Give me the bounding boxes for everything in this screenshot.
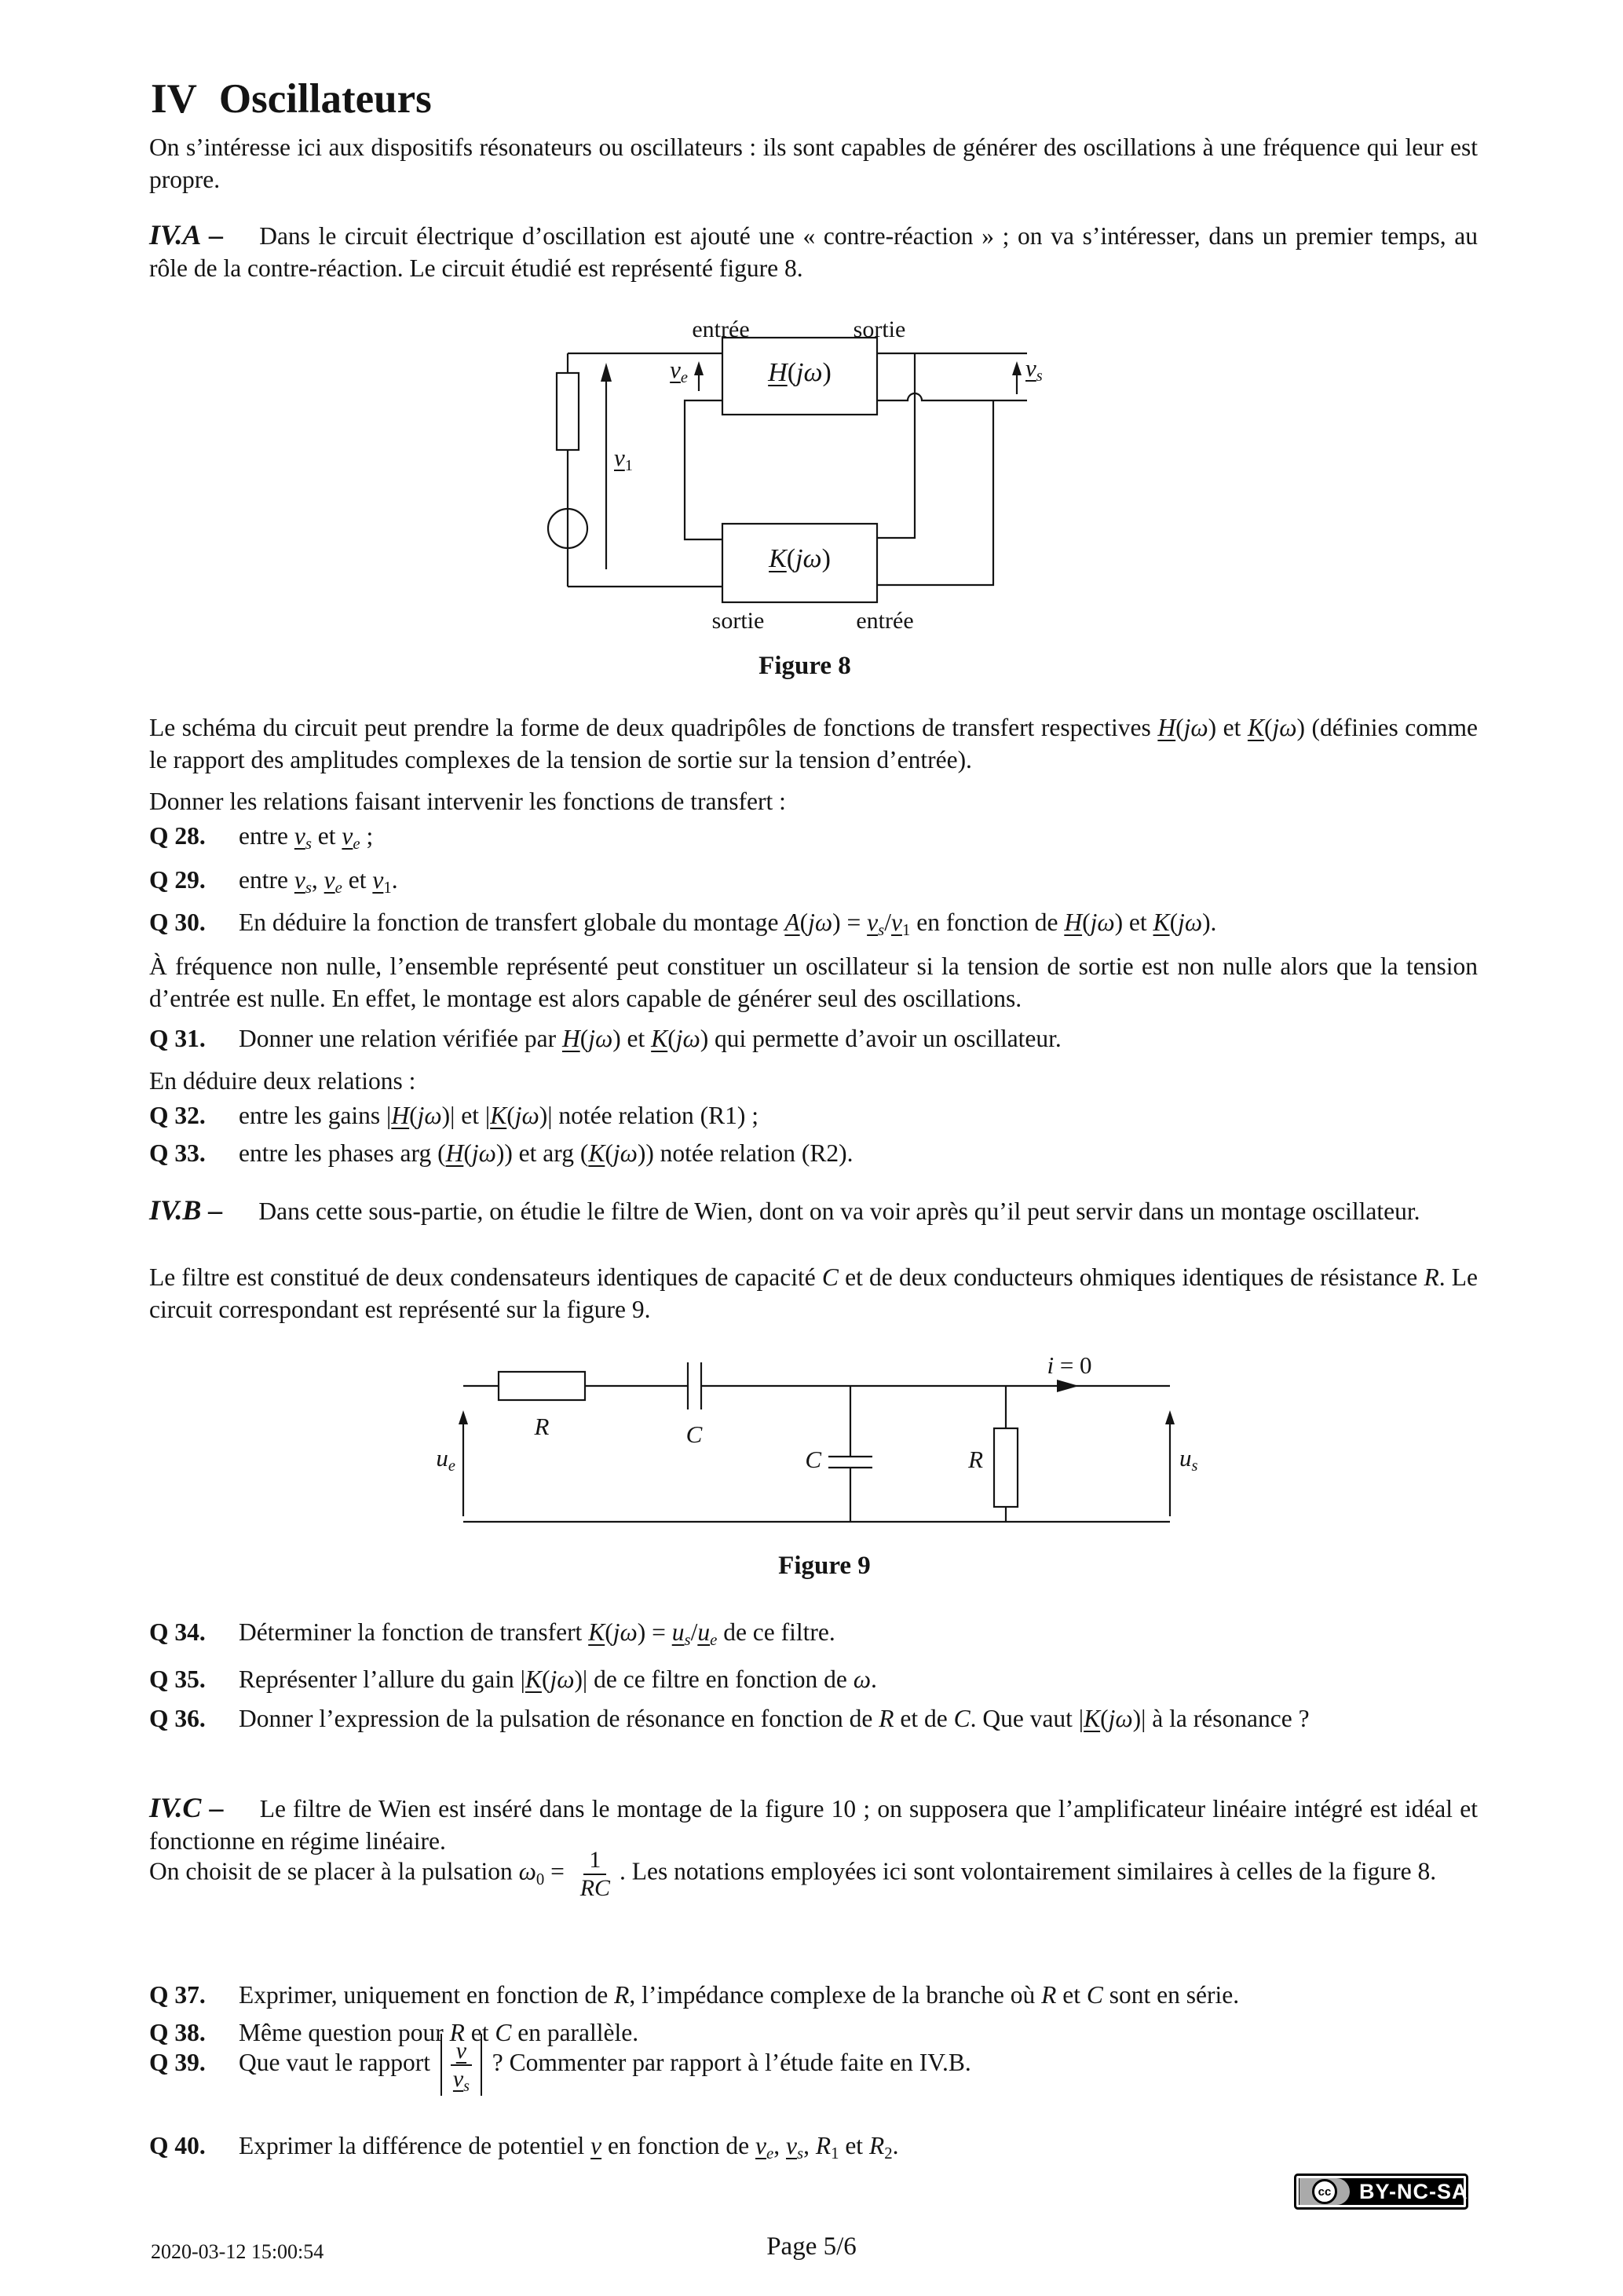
question-35-text: Représenter l’allure du gain |K(jω)| de ce filtre en fonction de ω.: [239, 1665, 877, 1693]
fig9-label-us: $u_s$: [1179, 1444, 1198, 1475]
question-30-text: En déduire la fonction de transfert globale du montage $A(j\omega) = v_s/v_1$ en fonction de H(jω) et K(jω).: [239, 909, 1217, 940]
figure-8: [503, 313, 1107, 689]
section-title-text: Oscillateurs: [218, 76, 432, 122]
output-bottom-wire-with-hop: [877, 393, 1027, 400]
question-36-text: Donner l’expression de la pulsation de résonance en fonction de R et de C. Que vaut |K(jω)| à la résonance ?: [239, 1705, 1310, 1732]
ue-arrowhead: [459, 1410, 468, 1424]
cc-license-badge: [1294, 2174, 1468, 2210]
question-39: [149, 2034, 1478, 2096]
frequence-paragraph: À fréquence non nulle, l’ensemble représenté peut constituer un oscillateur si la tension de sortie est non nulle alors que la tension d’entrée est nulle. En effet, le montage est alors capable de générer seul des oscillations.: [149, 952, 1478, 1012]
intro-paragraph: On s’intéresse ici aux dispositifs résonateurs ou oscillateurs : ils sont capables de générer des oscillations à une fréquence qui leur est propre.: [149, 133, 1478, 193]
fig9-label-ue: $u_e$: [436, 1444, 455, 1475]
footer-timestamp: 2020-03-12 15:00:54: [151, 2240, 324, 2263]
question-37-number: Q 37.: [149, 1981, 206, 2009]
figure-9-circuit-drawing: [424, 1352, 1225, 1545]
question-31-text: Donner une relation vérifiée par H(jω) et K(jω) qui permette d’avoir un oscillateur.: [239, 1025, 1062, 1052]
section-ivc-label: IV.C –: [149, 1792, 224, 1823]
feedback-right-wire: [877, 353, 915, 538]
section-ivb-label: IV.B –: [149, 1194, 223, 1226]
question-38-number: Q 38.: [149, 2019, 206, 2046]
question-34-number: Q 34.: [149, 1618, 206, 1646]
question-31-number: Q 31.: [149, 1025, 206, 1052]
fig8-label-entree-top: entrée: [692, 316, 750, 342]
question-30: [149, 906, 1478, 938]
figure-8-caption: Figure 8: [758, 652, 851, 680]
question-35-number: Q 35.: [149, 1665, 206, 1693]
schema-paragraph: Le schéma du circuit peut prendre la forme de deux quadripôles de fonctions de transfert respectives H(jω) et K(jω) (définies comme le rapport des amplitudes complexes de la tension de sortie sur la tension d’entrée).: [149, 714, 1478, 773]
fig8-label-v1: $v_1$: [614, 444, 633, 475]
fig9-label-c-parallel: C: [805, 1446, 821, 1473]
section-ivb-paragraph: [149, 1194, 1478, 1227]
question-33-number: Q 33.: [149, 1139, 206, 1167]
filtre-paragraph: Le filtre est constitué de deux condensateurs identiques de capacité C et de deux conducteurs ohmiques identiques de résistance R. Le circuit correspondant est représenté sur la figure 9.: [149, 1263, 1478, 1323]
question-39-text: Que vaut le rapport $\frac{v}{v_s}$ ? Commenter par rapport à l’étude faite en IV.B.: [239, 2049, 971, 2076]
feedback-left-wire: [685, 400, 722, 539]
ve-arrowhead: [694, 361, 704, 375]
question-30-number: Q 30.: [149, 909, 206, 936]
vs-arrowhead: [1012, 361, 1022, 375]
fig8-label-h: H(jω): [768, 358, 832, 387]
question-29-text: entre $v_s$, $v_e$ et $v_1$.: [239, 866, 398, 898]
figure-9-caption: Figure 9: [778, 1552, 871, 1580]
us-arrowhead: [1165, 1410, 1175, 1424]
question-38-text: Même question pour R et C en parallèle.: [239, 2019, 639, 2046]
deux-relations-paragraph: En déduire deux relations :: [149, 1067, 416, 1095]
footer-page-number: Page 5/6: [766, 2232, 857, 2261]
fig9-label-i-zero: i = 0: [1047, 1351, 1092, 1379]
section-iva-label: IV.A –: [149, 219, 224, 250]
current-arrowhead: [1057, 1380, 1079, 1392]
question-35: [149, 1663, 1478, 1695]
question-34: [149, 1616, 1478, 1648]
section-iva-text: Dans le circuit électrique d’oscillation est ajouté une « contre-réaction » ; on va s’intéresser, dans un premier temps, au rôle de la contre-réaction. Le circuit étudié est représenté figure 8.: [149, 222, 1478, 282]
question-37: [149, 1979, 1478, 2011]
fig9-label-c-series: C: [685, 1420, 703, 1448]
question-28-number: Q 28.: [149, 822, 206, 850]
question-39-number: Q 39.: [149, 2048, 206, 2076]
fig8-label-vs: $v_s$: [1025, 354, 1043, 386]
question-40-number: Q 40.: [149, 2132, 206, 2159]
question-34-text: Déterminer la fonction de transfert $K(j\omega) = u_s/u_e$ de ce filtre.: [239, 1618, 835, 1650]
k-return-wire: [877, 400, 993, 585]
question-28-text: entre $v_s$ et $v_e$ ;: [239, 822, 374, 854]
pulsation-paragraph: On choisit de se placer à la pulsation $\omega_0$ = $\frac{1}{RC}$ . Les notations employées ici sont volontairement similaires à celles de la figure 8.: [149, 1847, 1437, 1901]
figure-9: [424, 1352, 1225, 1588]
section-number: IV: [151, 76, 197, 122]
page-title: [151, 75, 432, 122]
section-ivb-text: Dans cette sous-partie, on étudie le filtre de Wien, dont on va voir après qu’il peut servir dans un montage oscillateur.: [258, 1197, 1420, 1225]
fig8-label-entree-bottom: entrée: [856, 608, 914, 634]
question-29: [149, 864, 1478, 896]
question-32-number: Q 32.: [149, 1102, 206, 1129]
question-32-text: entre les gains |H(jω)| et |K(jω)| notée relation (R1) ;: [239, 1102, 758, 1129]
fig8-label-sortie-bottom: sortie: [711, 608, 765, 634]
fig8-label-k: K(jω): [769, 544, 831, 573]
parallel-resistor: [994, 1428, 1018, 1507]
question-31: [149, 1022, 1478, 1055]
section-iva-paragraph: [149, 219, 1478, 284]
question-32: [149, 1099, 1478, 1132]
series-resistor: [499, 1372, 585, 1400]
question-33-text: entre les phases arg (H(jω)) et arg (K(jω)) notée relation (R2).: [239, 1139, 854, 1167]
fig8-label-sortie-top: sortie: [853, 316, 906, 342]
question-40-text: Exprimer la différence de potentiel v en fonction de $v_e$, $v_s$, $R_1$ et $R_2$.: [239, 2132, 899, 2163]
question-36-number: Q 36.: [149, 1705, 206, 1732]
donner-paragraph: Donner les relations faisant intervenir les fonctions de transfert :: [149, 788, 786, 815]
question-29-number: Q 29.: [149, 866, 206, 894]
question-37-text: Exprimer, uniquement en fonction de R, l’impédance complexe de la branche où R et C sont en série.: [239, 1981, 1240, 2009]
fig8-label-ve: $v_e$: [670, 356, 688, 387]
section-ivc-text: Le filtre de Wien est inséré dans le montage de la figure 10 ; on supposera que l’amplificateur linéaire intégré est idéal et fonctionne en régime linéaire.: [149, 1795, 1478, 1855]
fig9-label-r-series: R: [534, 1413, 550, 1440]
v1-arrowhead: [601, 363, 612, 382]
cc-icon: cc: [1312, 2179, 1337, 2204]
question-40: [149, 2130, 1478, 2162]
question-28: [149, 820, 1478, 852]
question-33: [149, 1137, 1478, 1169]
fig9-label-r-parallel: R: [968, 1446, 983, 1473]
question-36: [149, 1702, 1478, 1735]
impedance-symbol: [557, 373, 579, 450]
cc-license-label: BY-NC-SA: [1359, 2179, 1468, 2203]
cc-logo-area: [1299, 2178, 1350, 2205]
